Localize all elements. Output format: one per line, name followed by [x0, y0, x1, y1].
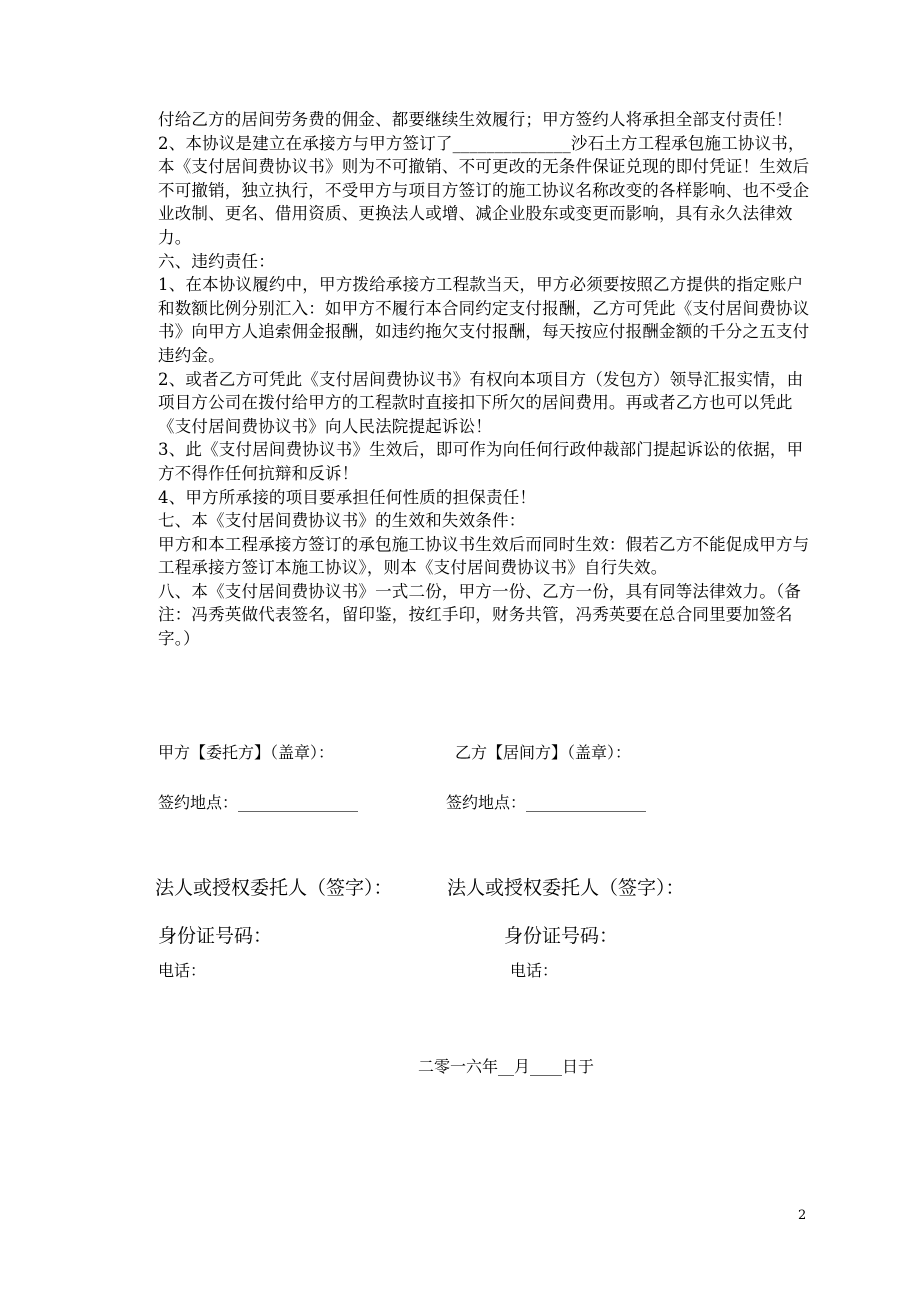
- party-a-place-field: 签约地点：_______________: [158, 793, 359, 812]
- party-a-legal-rep-label: 法人或授权委托人（签字）：: [155, 877, 393, 899]
- party-a-phone-label: 电话：: [158, 961, 207, 980]
- breach-clause-1: 1、在本协议履约中，甲方拨给承接方工程款当天，甲方必须要按照乙方提供的指定账户和数额比例分别汇入：如甲方不履行本合同约定支付报酬，乙方可凭此《支付居间费协议书》向甲方人追索佣金报酬，如违约拖欠支付报酬，每天按应付报酬金额的千分之五支付违约金。: [158, 275, 810, 365]
- party-b-id-label: 身份证号码：: [504, 925, 619, 947]
- paragraph-continuation: 付给乙方的居间劳务费的佣金、都要继续生效履行；甲方签约人将承担全部支付责任！: [158, 110, 793, 129]
- section-eight-copies: 八、本《支付居间费协议书》一式二份，甲方一份、乙方一份，具有同等法律效力。（备注：冯秀英做代表签名，留印鉴，按红手印，财务共管，冯秀英要在总合同里要加签名字。）: [158, 581, 802, 649]
- agreement-body: [158, 108, 814, 651]
- breach-clause-2: 2、或者乙方可凭此《支付居间费协议书》有权向本项目方（发包方）领导汇报实情，由项目方公司在拨付给甲方的工程款时直接扣下所欠的居间费用。再或者乙方也可以凭此《支付居间费协议书》向人民法院提起诉讼！: [158, 369, 804, 436]
- validity-clause: 甲方和本工程承接方签订的承包施工协议书生效后而同时生效：假若乙方不能促成甲方与工程承接方签订本施工协议》，则本《支付居间费协议书》自行失效。: [158, 534, 810, 578]
- party-a-seal-label: 甲方【委托方】（盖章）：: [158, 743, 335, 762]
- date-line: 二零一六年__月____日于: [418, 1057, 595, 1076]
- party-b-seal-label: 乙方【居间方】（盖章）：: [455, 743, 632, 762]
- section-heading-breach: 六、违约责任：: [158, 251, 275, 271]
- page-number: 2: [798, 1208, 807, 1223]
- party-b-place-field: 签约地点：_______________: [446, 793, 647, 812]
- party-b-legal-rep-label: 法人或授权委托人（签字）：: [447, 877, 685, 899]
- breach-clause-3: 3、此《支付居间费协议书》生效后，即可作为向任何行政仲裁部门提起诉讼的依据，甲方不得作任何抗辩和反诉！: [158, 440, 804, 483]
- section-heading-validity: 七、本《支付居间费协议书》的生效和失效条件：: [158, 511, 526, 531]
- party-a-id-label: 身份证号码：: [158, 925, 273, 947]
- party-b-phone-label: 电话：: [510, 961, 559, 980]
- breach-clause-4: 4、甲方所承接的项目要承担任何性质的担保责任！: [158, 487, 537, 507]
- clause-2: 2、本协议是建立在承接方与甲方签订了______________沙石土方工程承包施工协议书，本《支付居间费协议书》则为不可撤销、不可更改的无条件保证兑现的即付凭证！生效后不可撤销，独立执行，不受甲方与项目方签订的施工协议名称改变的各样影响、也不受企业改制、更名、借用资质、更换法人或增、减企业股东或变更而影响，具有永久法律效力。: [158, 133, 810, 247]
